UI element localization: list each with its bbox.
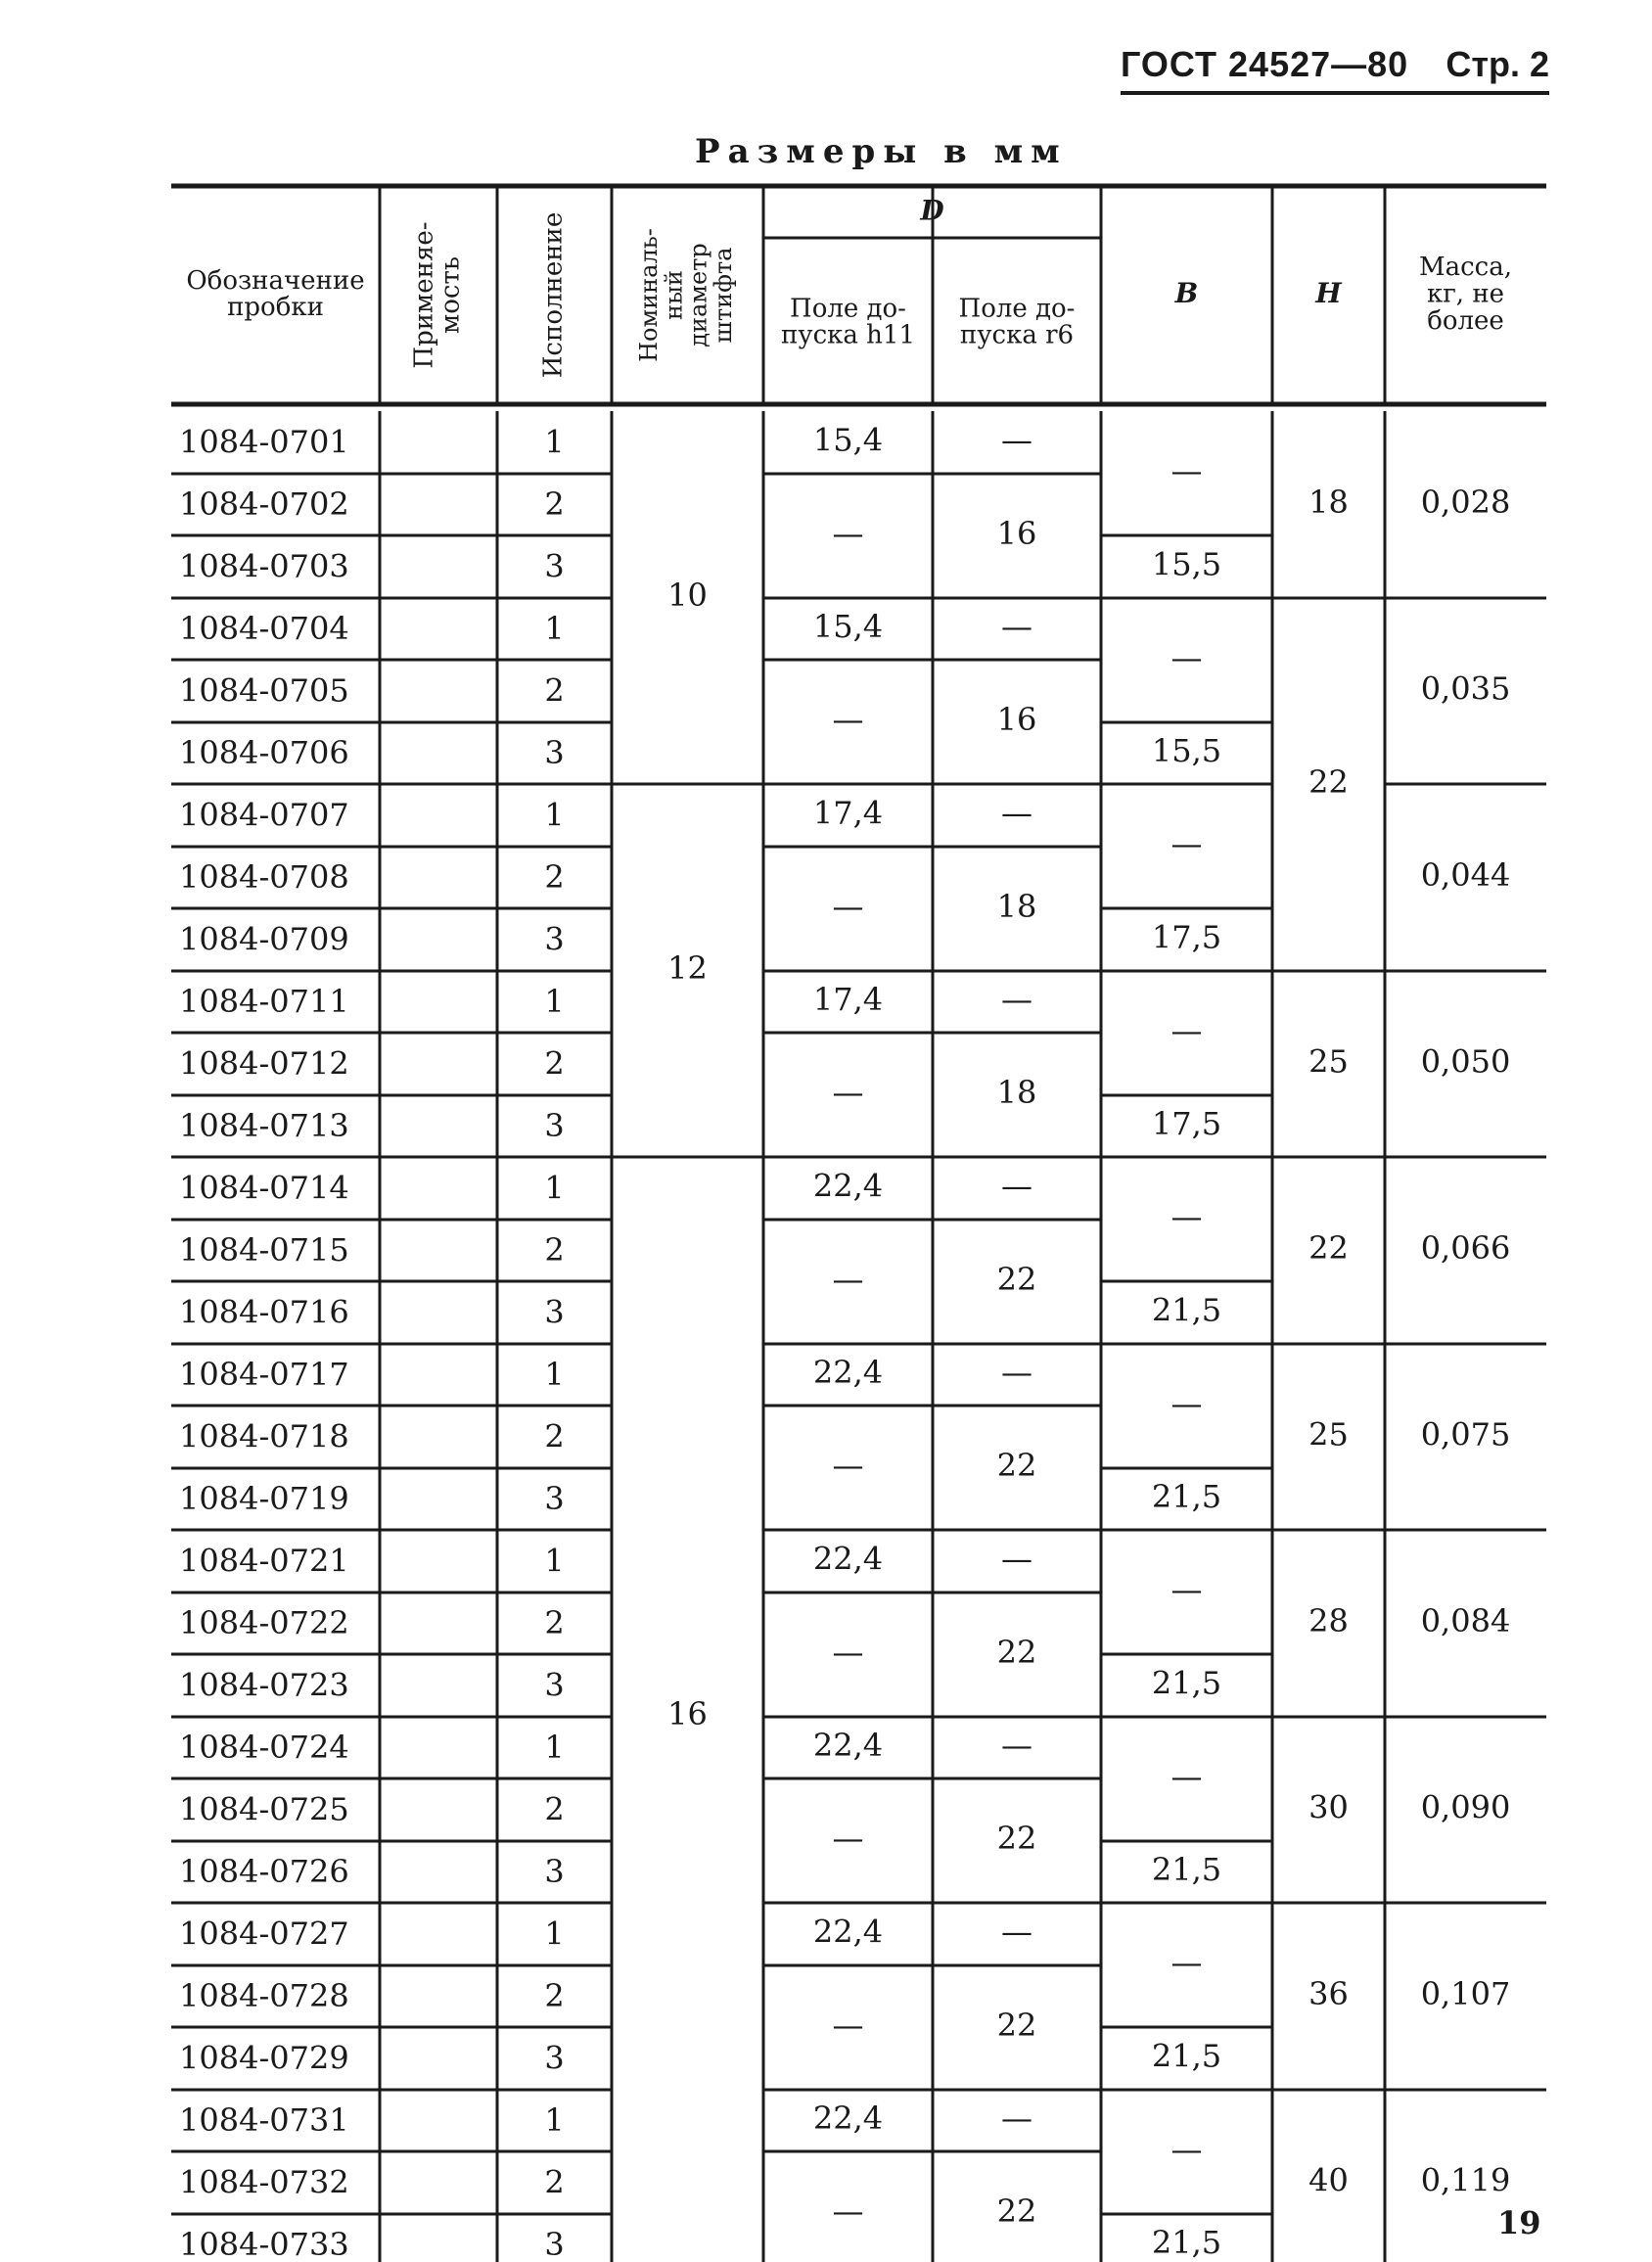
version-cell: 3	[544, 1107, 565, 1144]
h11-cell: 22,4	[812, 1354, 884, 1391]
designation-cell: 1084-0715	[179, 1231, 349, 1269]
header-mass: кг, не	[1426, 279, 1505, 309]
r6-cell: 22	[996, 1261, 1037, 1298]
h11-cell: 15,4	[812, 608, 884, 645]
b-cell: —	[1170, 1385, 1203, 1422]
r6-cell: 22	[996, 1634, 1037, 1671]
h11-cell: 22,4	[812, 1727, 884, 1764]
b-cell: 21,5	[1151, 2037, 1222, 2075]
h11-cell: 17,4	[812, 981, 884, 1018]
r6-cell: —	[1001, 794, 1032, 832]
r6-cell: 22	[996, 1820, 1037, 1857]
h11-cell: 15,4	[812, 421, 884, 459]
mass-cell: 0,107	[1420, 1975, 1511, 2012]
designation-cell: 1084-0713	[179, 1107, 349, 1144]
mass-cell: 0,035	[1420, 669, 1511, 708]
b-cell: 21,5	[1151, 1291, 1222, 1329]
version-cell: 2	[544, 858, 565, 896]
version-cell: 2	[544, 1604, 565, 1641]
version-cell: 3	[544, 2039, 565, 2077]
header-d: D	[920, 194, 944, 227]
designation-cell: 1084-0712	[179, 1044, 349, 1083]
header-d-h11: Поле до-	[790, 294, 906, 324]
header-version: Исполнение	[538, 211, 569, 379]
b-cell: 17,5	[1151, 918, 1222, 956]
h11-cell: 22,4	[812, 2100, 884, 2137]
version-cell: 3	[544, 1293, 565, 1331]
r6-cell: —	[1001, 1727, 1032, 1764]
r6-cell: —	[1001, 608, 1032, 645]
h11-cell: 22,4	[812, 1167, 884, 1205]
h-cell: 30	[1308, 1788, 1349, 1826]
b-cell: —	[1170, 1198, 1203, 1235]
b-cell: —	[1170, 2131, 1203, 2168]
header-nominal-diameter: ный	[660, 269, 688, 321]
version-cell: 2	[544, 485, 565, 523]
h-cell: 36	[1308, 1975, 1349, 2012]
b-cell: —	[1170, 1944, 1203, 1981]
version-cell: 1	[544, 1169, 565, 1207]
page-number: 19	[1497, 2204, 1541, 2241]
units-caption: Размеры в мм	[695, 132, 1068, 171]
b-cell: —	[1170, 639, 1203, 676]
h11-cell: —	[832, 888, 864, 925]
header-b: B	[1174, 277, 1199, 309]
version-cell: 1	[544, 1729, 565, 1766]
h11-cell: —	[832, 2007, 864, 2044]
version-cell: 1	[544, 610, 565, 647]
h11-cell: —	[832, 1447, 864, 1484]
version-cell: 3	[544, 734, 565, 771]
version-cell: 1	[544, 796, 565, 834]
designation-cell: 1084-0717	[179, 1356, 349, 1393]
r6-cell: —	[1001, 1913, 1032, 1951]
header-d-r6: Поле до-	[958, 294, 1076, 324]
header-nominal-diameter: Номиналь-	[635, 228, 664, 362]
designation-cell: 1084-0708	[179, 858, 349, 896]
r6-cell: 18	[996, 1074, 1037, 1111]
h-cell: 18	[1308, 484, 1349, 521]
mass-cell: 0,066	[1420, 1229, 1511, 1267]
version-cell: 3	[544, 547, 565, 585]
mass-cell: 0,084	[1420, 1602, 1511, 1639]
designation-cell: 1084-0721	[179, 1542, 349, 1580]
r6-cell: —	[1001, 2100, 1032, 2137]
version-cell: 3	[544, 1853, 565, 1890]
header-nominal-diameter: диаметр	[684, 243, 712, 347]
b-cell: 21,5	[1151, 2224, 1222, 2261]
b-cell: 21,5	[1151, 1851, 1222, 1888]
header-mass: Масса,	[1418, 253, 1513, 283]
header-d-h11: пуска h11	[780, 320, 916, 350]
designation-cell: 1084-0722	[179, 1604, 349, 1641]
r6-cell: 22	[996, 2193, 1037, 2230]
designation-cell: 1084-0726	[179, 1853, 349, 1890]
h11-cell: —	[832, 1820, 864, 1857]
r6-cell: —	[1001, 1354, 1032, 1391]
designation-cell: 1084-0716	[179, 1293, 349, 1331]
designation-cell: 1084-0706	[179, 734, 349, 771]
designation-cell: 1084-0727	[179, 1915, 349, 1953]
version-cell: 2	[544, 671, 565, 710]
version-cell: 2	[544, 1417, 565, 1455]
b-cell: 21,5	[1151, 1664, 1222, 1702]
designation-cell: 1084-0701	[179, 423, 349, 461]
h11-cell: —	[832, 701, 864, 738]
h11-cell: 22,4	[812, 1540, 884, 1578]
designation-cell: 1084-0718	[179, 1417, 349, 1455]
designation-cell: 1084-0728	[179, 1977, 349, 2014]
h-cell: 28	[1308, 1602, 1349, 1639]
b-cell: —	[1170, 825, 1203, 862]
nominal-diameter-cell: 16	[667, 1695, 708, 1732]
designation-cell: 1084-0719	[179, 1480, 349, 1517]
h11-cell: —	[832, 1074, 864, 1111]
version-cell: 1	[544, 423, 565, 461]
h-cell: 40	[1308, 2161, 1349, 2199]
h-cell: 22	[1308, 763, 1349, 801]
version-cell: 2	[544, 1231, 565, 1269]
r6-cell: —	[1001, 1167, 1032, 1205]
b-cell: —	[1170, 1758, 1203, 1795]
b-cell: 15,5	[1151, 732, 1222, 769]
h11-cell: —	[832, 1634, 864, 1671]
version-cell: 2	[544, 2163, 565, 2201]
nominal-diameter-cell: 10	[667, 577, 708, 614]
designation-cell: 1084-0704	[179, 610, 349, 647]
r6-cell: 16	[996, 515, 1037, 552]
designation-cell: 1084-0725	[179, 1790, 349, 1828]
mass-cell: 0,028	[1420, 484, 1511, 521]
version-cell: 1	[544, 1542, 565, 1580]
standard-number: ГОСТ 24527—80	[1121, 44, 1409, 84]
nominal-diameter-cell: 12	[667, 949, 708, 987]
r6-cell: 18	[996, 888, 1037, 925]
h11-cell: —	[832, 2193, 864, 2230]
version-cell: 3	[544, 1666, 565, 1704]
header-designation: пробки	[227, 293, 324, 323]
r6-cell: 22	[996, 2007, 1037, 2044]
header-mass: более	[1427, 305, 1504, 336]
mass-cell: 0,090	[1420, 1788, 1511, 1826]
version-cell: 2	[544, 1977, 565, 2014]
designation-cell: 1084-0709	[179, 920, 349, 958]
designation-cell: 1084-0733	[179, 2226, 349, 2262]
h11-cell: 17,4	[812, 794, 884, 832]
header-d-r6: пуска r6	[959, 320, 1075, 350]
header-applicability: Применяе-	[409, 221, 439, 369]
header-applicability: мость	[436, 256, 466, 334]
version-cell: 3	[544, 920, 565, 958]
version-cell: 3	[544, 2226, 565, 2262]
designation-cell: 1084-0729	[179, 2039, 349, 2077]
designation-cell: 1084-0724	[179, 1729, 349, 1766]
b-cell: —	[1170, 1571, 1203, 1608]
designation-cell: 1084-0714	[179, 1169, 349, 1207]
h11-cell: 22,4	[812, 1913, 884, 1951]
header-designation: Обозначение	[186, 265, 365, 296]
mass-cell: 0,044	[1420, 856, 1511, 894]
h-cell: 25	[1308, 1042, 1349, 1081]
designation-cell: 1084-0702	[179, 485, 349, 523]
b-cell: 17,5	[1151, 1105, 1222, 1142]
page-label: Стр. 2	[1446, 44, 1549, 84]
header-nominal-diameter: штифта	[709, 247, 737, 344]
mass-cell: 0,050	[1420, 1042, 1511, 1081]
h11-cell: —	[832, 515, 864, 552]
r6-cell: 22	[996, 1447, 1037, 1484]
designation-cell: 1084-0707	[179, 796, 349, 834]
h-cell: 25	[1308, 1415, 1349, 1454]
designation-cell: 1084-0731	[179, 2101, 349, 2139]
version-cell: 2	[544, 1790, 565, 1828]
b-cell: —	[1170, 1012, 1203, 1049]
h-cell: 22	[1308, 1229, 1349, 1267]
h11-cell: —	[832, 1261, 864, 1298]
version-cell: 1	[544, 2101, 565, 2139]
mass-cell: 0,119	[1420, 2161, 1511, 2199]
r6-cell: —	[1001, 981, 1032, 1018]
header-h: H	[1315, 277, 1342, 309]
b-cell: —	[1170, 452, 1203, 489]
version-cell: 2	[544, 1044, 565, 1083]
version-cell: 1	[544, 1356, 565, 1393]
designation-cell: 1084-0703	[179, 547, 349, 585]
designation-cell: 1084-0711	[179, 983, 349, 1020]
b-cell: 21,5	[1151, 1478, 1222, 1515]
version-cell: 1	[544, 983, 565, 1020]
mass-cell: 0,075	[1420, 1415, 1511, 1454]
r6-cell: —	[1001, 421, 1032, 459]
r6-cell: 16	[996, 701, 1037, 738]
version-cell: 3	[544, 1480, 565, 1517]
b-cell: 15,5	[1151, 545, 1222, 583]
designation-cell: 1084-0732	[179, 2163, 349, 2201]
r6-cell: —	[1001, 1540, 1032, 1578]
designation-cell: 1084-0723	[179, 1666, 349, 1704]
designation-cell: 1084-0705	[179, 671, 349, 710]
version-cell: 1	[544, 1915, 565, 1953]
